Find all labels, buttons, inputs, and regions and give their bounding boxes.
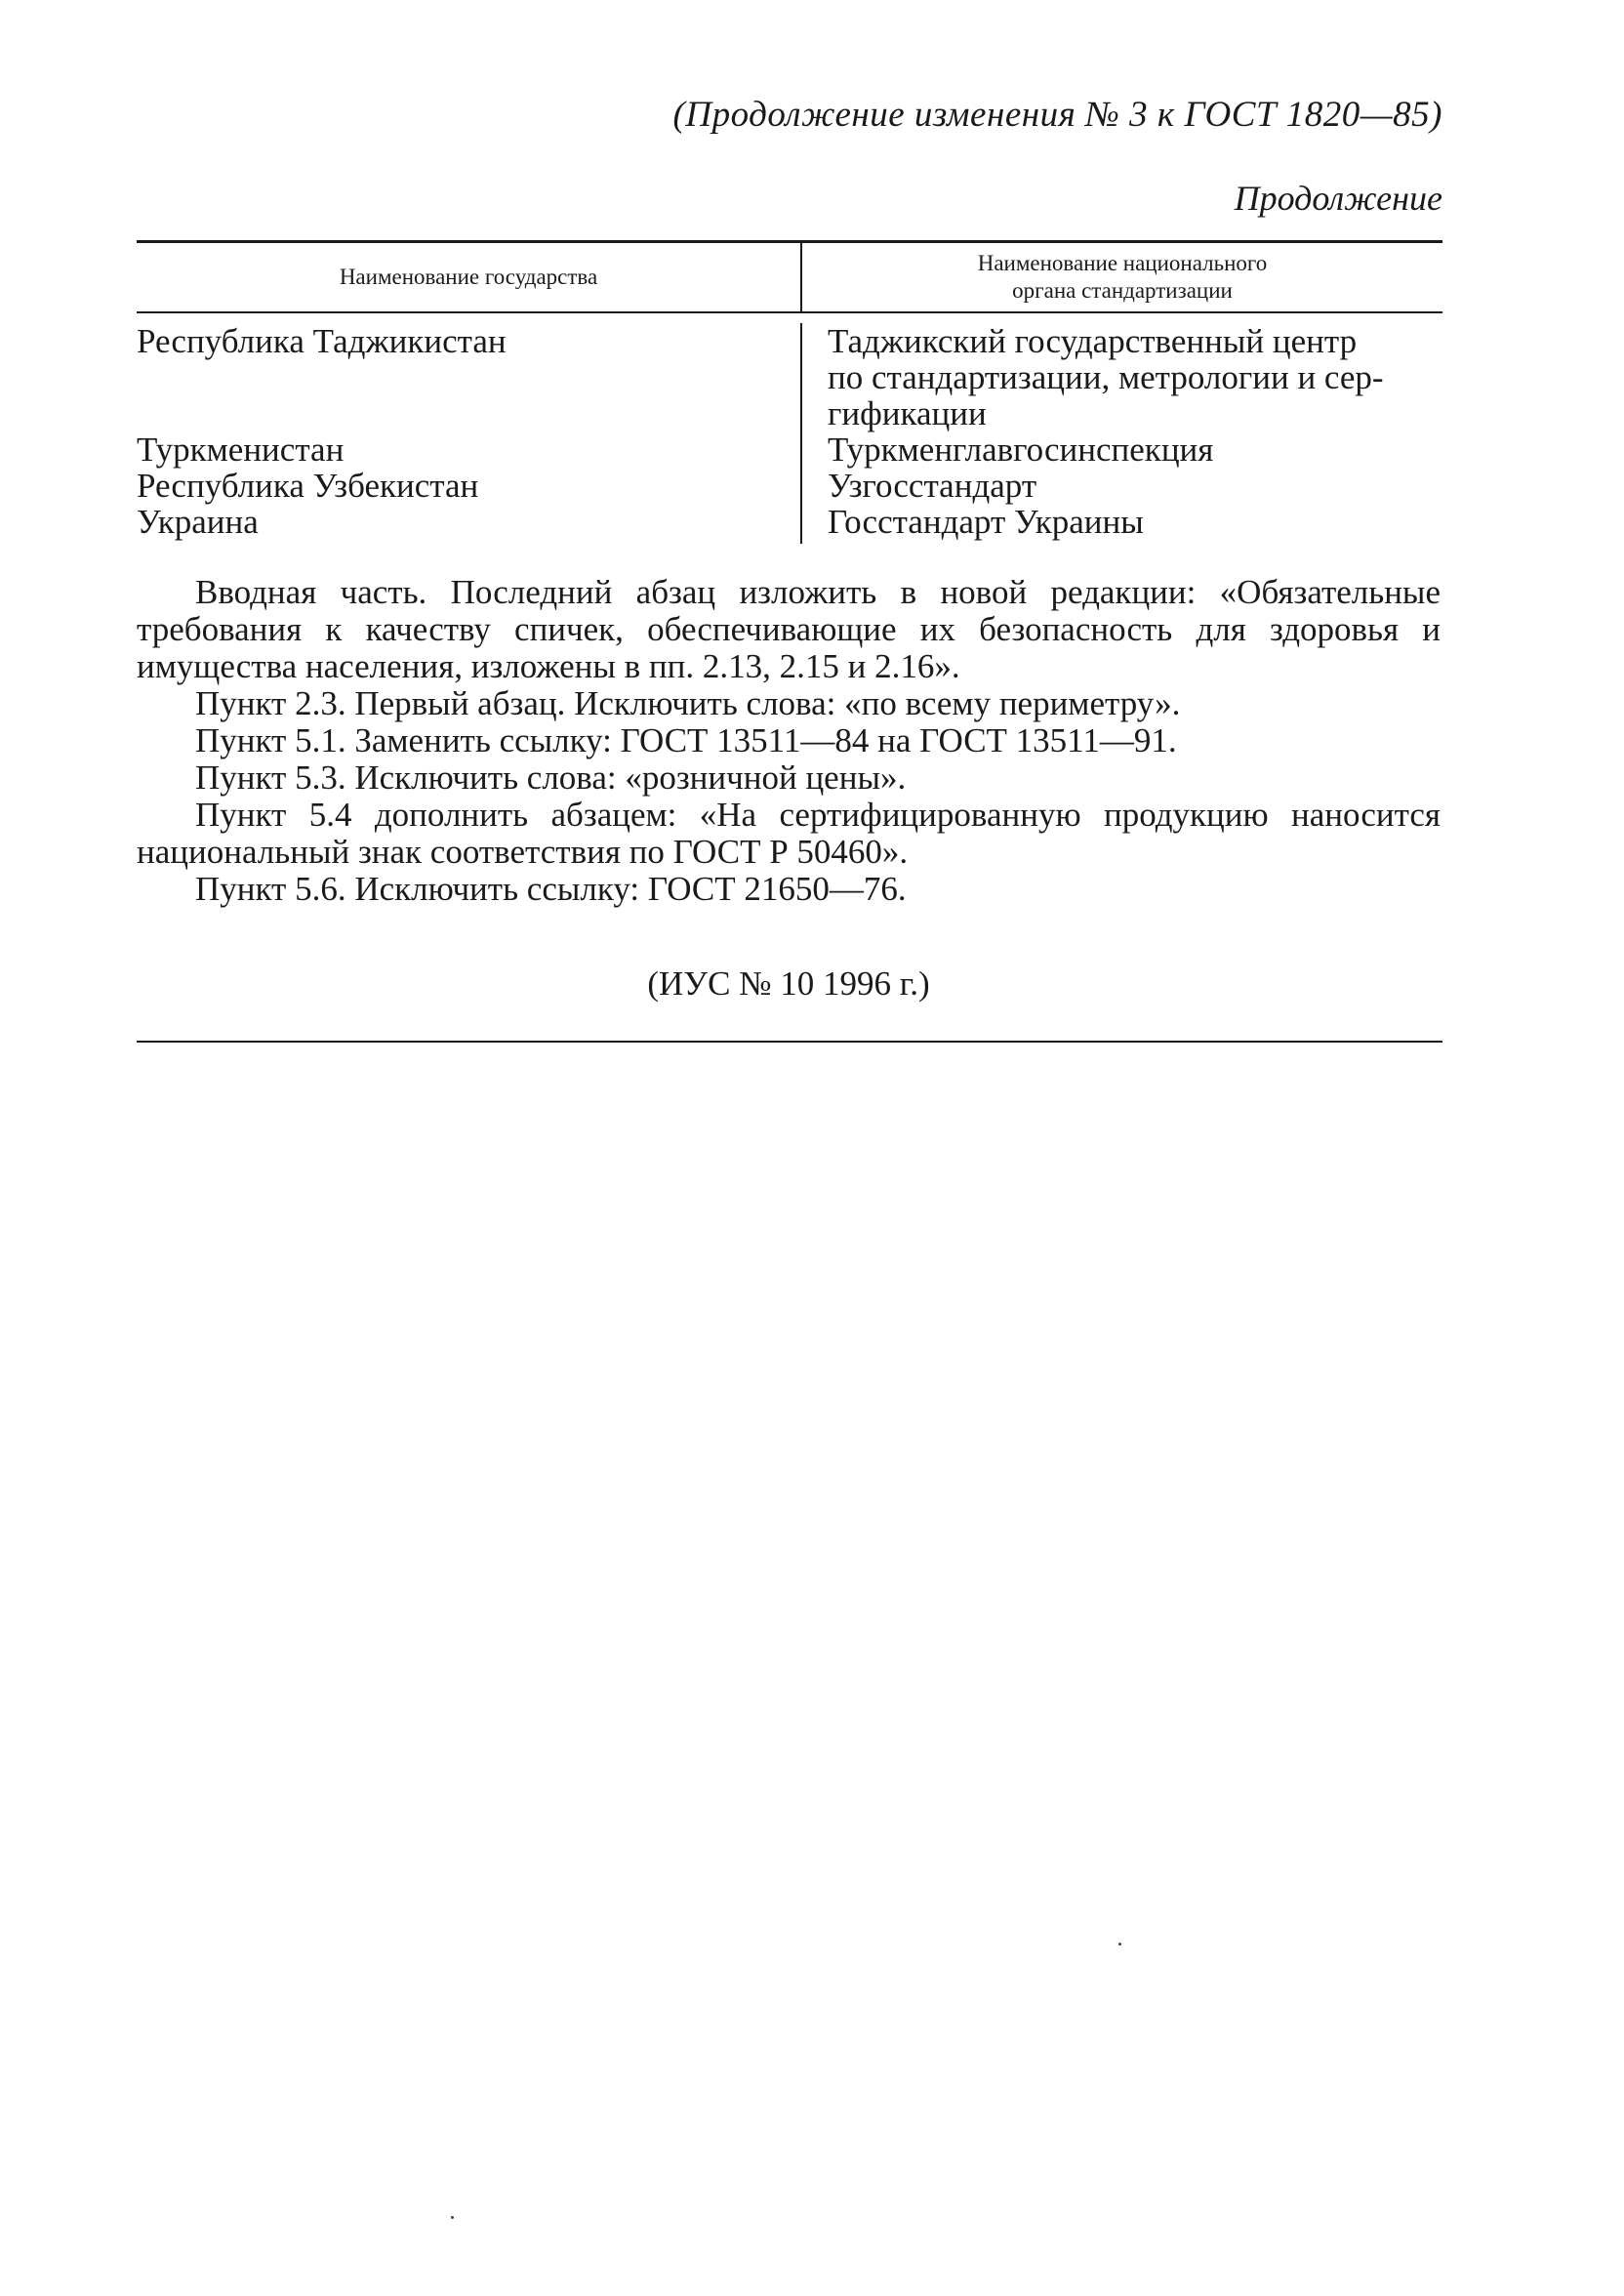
table-row-body-line: гификации (828, 394, 987, 432)
paragraph-item-2-3: Пункт 2.3. Первый абзац. Исключить слова: «по всему периметру». (195, 684, 1181, 722)
paragraph-item-5-6: Пункт 5.6. Исключить ссылку: ГОСТ 21650—76. (195, 870, 907, 908)
table-row-state: Украина (137, 503, 259, 541)
header-body-line-1: Наименование национального (977, 251, 1268, 275)
closing-rule (137, 1041, 1442, 1043)
paragraph-item-5-4: Пункт 5.4 дополнить абзацем: «На сертифицированную продукцию наносится национальный знак соответствия по ГОСТ Р 50460». (137, 796, 1441, 871)
paragraph-intro: Вводная часть. Последний абзац изложить в новой редакции: «Обязательные требования к качеству спичек, обеспечивающие их безопасность для здоровья и имущества населения, изложены в пп. 2.13, 2.15 и 2.16». (137, 573, 1441, 685)
row-spacer (137, 359, 800, 395)
row-spacer (137, 395, 800, 431)
header-body (800, 243, 1442, 311)
table-body (137, 313, 1442, 544)
table-row-state: Республика Узбекистан (137, 467, 479, 505)
standards-bodies-table (137, 240, 1442, 544)
table-row-body-line: Таджикский государственный центр (828, 322, 1358, 360)
table-row-state: Туркменистан (137, 430, 345, 469)
scan-speck (1118, 1943, 1121, 1946)
table-row-state: Республика Таджикистан (137, 322, 507, 360)
source-note: (ИУС № 10 1996 г.) (647, 964, 930, 1003)
running-head: (Продолжение изменения № 3 к ГОСТ 1820—85) (672, 95, 1442, 135)
body-column (800, 323, 1442, 544)
amendment-text (137, 574, 1441, 908)
table-row-body: Узгосстандарт (828, 467, 1037, 505)
header-state: Наименование государства (339, 265, 598, 289)
paragraph-item-5-3: Пункт 5.3. Исключить слова: «розничной цены». (195, 758, 907, 797)
table-row-body: Госстандарт Украины (828, 503, 1144, 541)
table-row-body: Туркменглавгосинспекция (828, 430, 1214, 469)
continuation-label: Продолжение (1234, 179, 1442, 218)
table-header (137, 243, 1442, 311)
state-column (137, 323, 800, 544)
paragraph-item-5-1: Пункт 5.1. Заменить ссылку: ГОСТ 13511—84 на ГОСТ 13511—91. (195, 721, 1177, 759)
header-body-line-2: органа стандартизации (1012, 278, 1233, 303)
scan-speck (451, 2216, 454, 2219)
table-row-body-line: по стандартизации, метрологии и сер- (828, 358, 1384, 396)
